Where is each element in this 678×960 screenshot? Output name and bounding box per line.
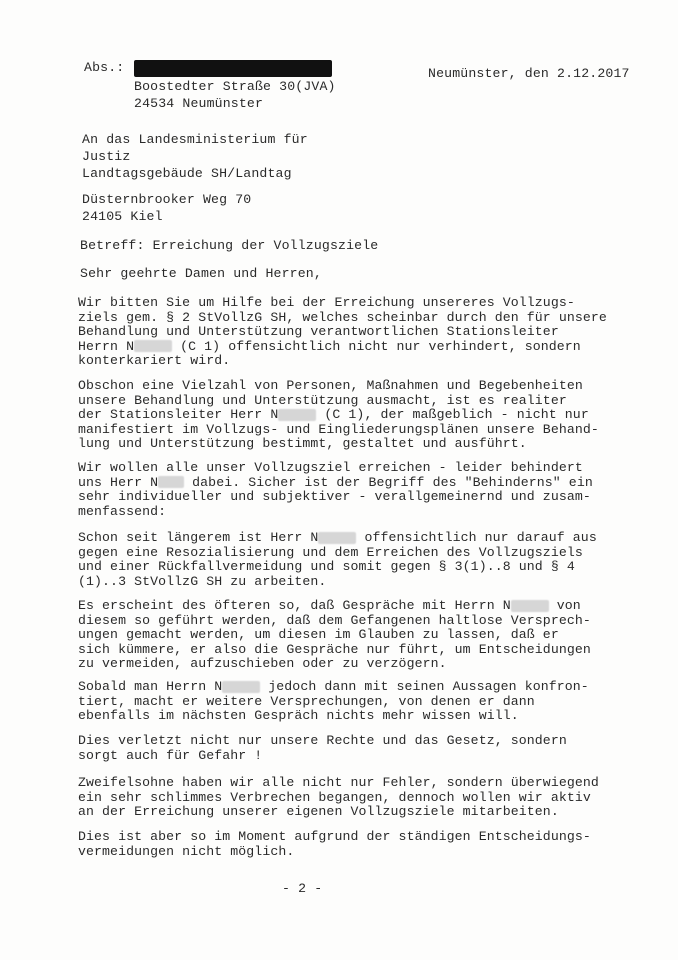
paragraph-8 [78,776,618,820]
text-line: sorgt auch für Gefahr ! [78,747,263,763]
text-segment: uns Herr N [78,474,159,490]
text-segment: Herrn N [78,338,135,354]
text-line [78,680,618,695]
text-line: Dies verletzt nicht nur unsere Rechte und das Gesetz, sondern [78,733,567,748]
redacted-sender-name [134,60,332,77]
recipient-city: 24105 Kiel [82,209,163,224]
text-line: Wir wollen alle unser Vollzugsziel erreichen - leider behindert [78,460,583,475]
text-segment: (C 1), der maßgeblich - nicht nur [324,407,589,423]
text-line: menfassend: [78,503,167,519]
recipient-line: Justiz [82,149,131,164]
text-line: tiert, macht er weitere Versprechungen, von denen er dann [78,693,535,709]
sender-city: 24534 Neumünster [134,96,264,111]
text-segment: dabei. Sicher ist der Begriff des "Behinderns" ein [192,474,593,490]
redacted-name [222,681,260,693]
text-line: Zweifelsohne haben wir alle nicht nur Fehler, sondern überwiegend [78,775,599,790]
text-line: Obschon eine Vielzahl von Personen, Maßnahmen und Begebenheiten [78,378,583,393]
salutation: Sehr geehrte Damen und Herren, [80,266,322,281]
redacted-name [158,476,184,488]
paragraph-4 [78,531,618,589]
text-line: ebenfalls im nächsten Gespräch nichts mehr wissen will. [78,708,519,724]
text-segment: Schon seit längerem ist Herr N [78,530,319,545]
paragraph-5 [78,599,618,672]
text-line [78,476,618,491]
recipient-line: An das Landesministerium für [82,132,308,147]
recipient-address [82,191,251,225]
text-line [78,599,618,614]
paragraph-7 [78,734,618,763]
redacted-name [511,600,549,612]
paragraph-6 [78,680,618,724]
text-line: und einer Rückfallvermeidung und somit gegen § 3(1)..8 und § 4 [78,559,575,575]
subject-line: Betreff: Erreichung der Vollzugsziele [80,238,379,253]
text-line: konterkariert wird. [78,353,231,369]
recipient-street: Düsternbrooker Weg 70 [82,192,252,207]
redacted-name [318,532,356,544]
text-line: diesem so geführt werden, daß dem Gefangenen haltlose Versprech- [78,612,591,628]
paragraph-1 [78,296,618,369]
paragraph-2 [78,379,618,452]
redacted-name [134,340,172,352]
text-line: sehr individueller und subjektiver - verallgemeinernd und zusam- [78,489,591,505]
text-segment: offensichtlich nur darauf aus [364,530,597,545]
text-line: ziels gem. § 2 StVollzG SH, welches scheinbar durch den für unsere [78,309,607,325]
text-line [78,340,618,355]
redacted-name [278,409,316,421]
text-line: manifestiert im Vollzugs- und Eingliederungsplänen unsere Behand- [78,421,599,437]
text-segment: Sobald man Herrn N [78,679,223,694]
page-number: - 2 - [282,881,323,896]
date-line: Neumünster, den 2.12.2017 [428,66,630,81]
text-line: Wir bitten Sie um Hilfe bei der Erreichung unsereres Vollzugs- [78,295,575,310]
recipient-line: Landtagsgebäude SH/Landtag [82,166,292,181]
text-line: ungen gemacht werden, um diesen im Glauben zu lassen, daß er [78,627,559,643]
text-segment: (C 1) offensichtlich nicht nur verhindert, sondern [180,338,581,354]
text-line: an der Erreichung unserer eigenen Vollzugsziele mitarbeiten. [78,804,559,820]
sender-label: Abs.: [84,60,125,75]
text-line [78,408,618,423]
text-line: gegen eine Resozialisierung und dem Erreichen des Vollzugsziels [78,544,583,560]
paragraph-9 [78,830,618,859]
text-line: Dies ist aber so im Moment aufgrund der ständigen Entscheidungs- [78,829,591,844]
sender-street: Boostedter Straße 30(JVA) [134,79,336,94]
text-line: lung und Unterstützung bestimmt, gestaltet und ausführt. [78,436,527,452]
text-line: Behandlung und Unterstützung verantwortlichen Stationsleiter [78,324,559,340]
text-line [78,531,618,546]
text-segment: von [556,598,581,613]
text-line: ein sehr schlimmes Verbrechen begangen, dennoch wollen wir aktiv [78,789,591,805]
text-segment: jedoch dann mit seinen Aussagen konfron- [268,679,589,694]
text-line: (1)..3 StVollzG SH zu arbeiten. [78,573,327,589]
text-line: sich kümmere, er also die Gespräche nur führt, um Entscheidungen [78,641,591,657]
text-segment: der Stationsleiter Herr N [78,407,279,423]
text-segment: Es erscheint des öfteren so, daß Gespräche mit Herrn N [78,598,511,613]
sender-label-row [84,60,332,77]
paragraph-3 [78,461,618,519]
sender-address [134,78,336,112]
recipient-name [82,131,308,182]
text-line: vermeidungen nicht möglich. [78,843,295,859]
text-line: zu vermeiden, aufzuschieben oder zu verzögern. [78,656,447,672]
text-line: unsere Behandlung und Unterstützung ausmacht, ist es realiter [78,392,567,408]
